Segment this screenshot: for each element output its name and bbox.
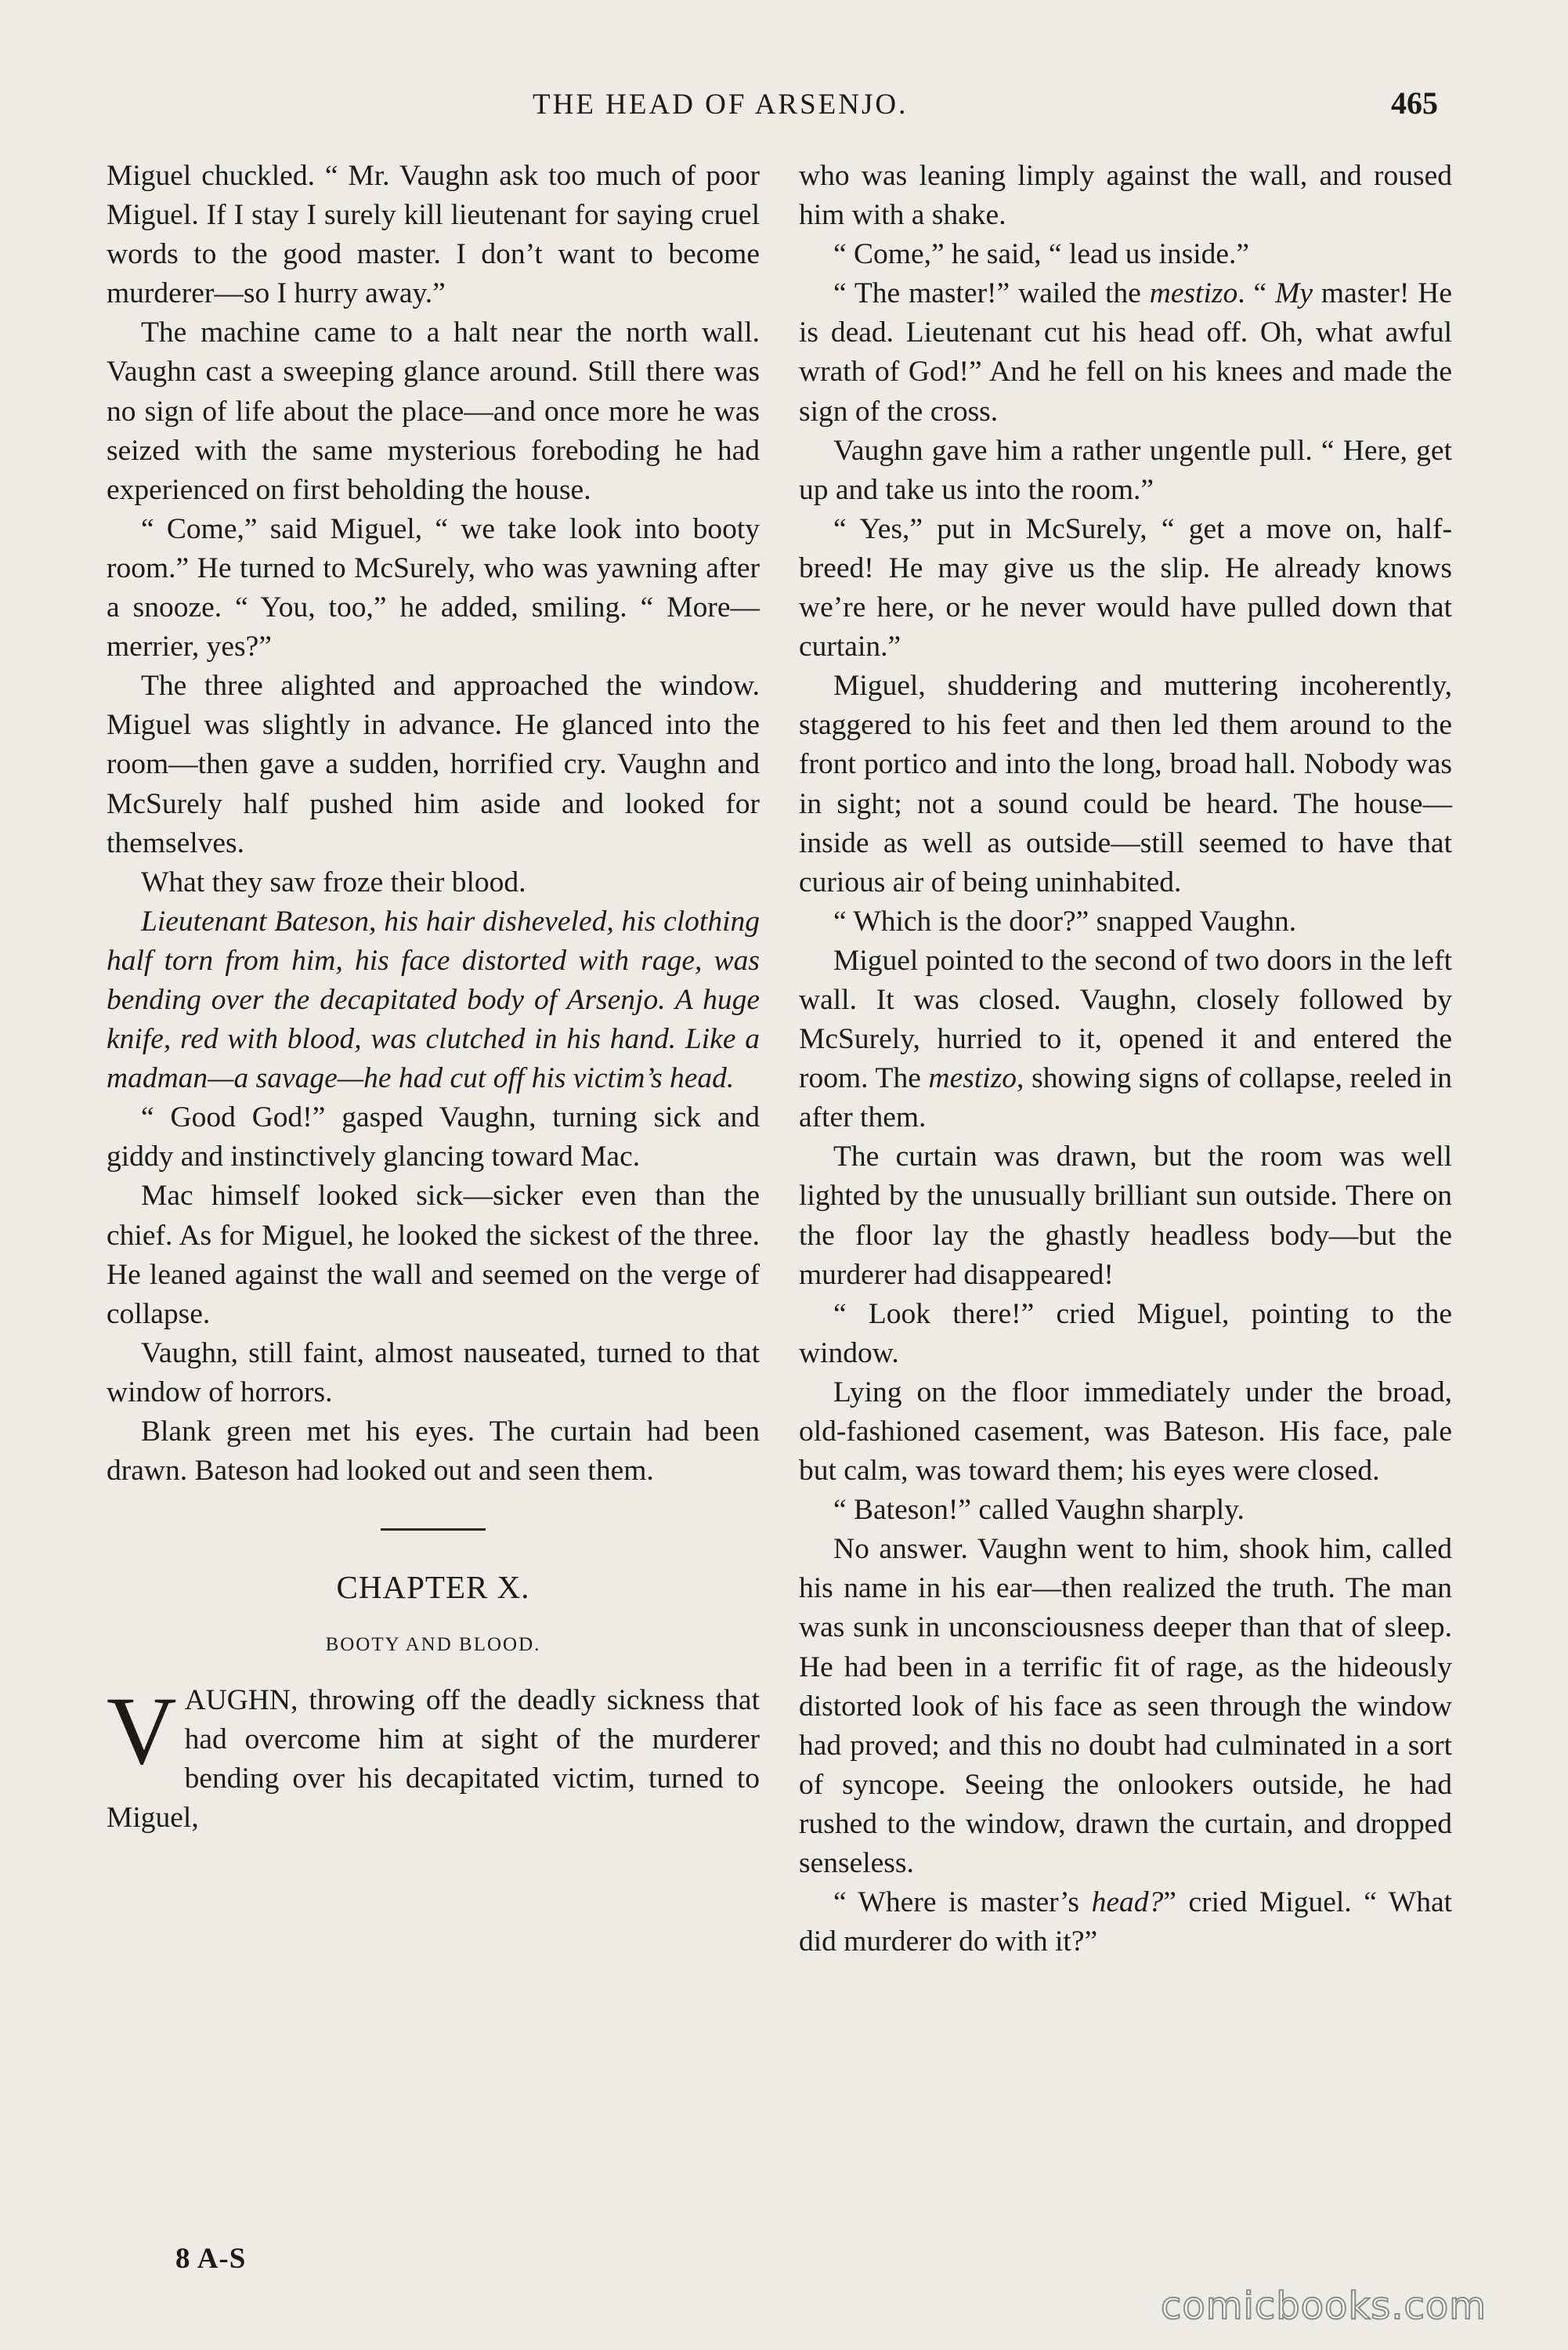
site-watermark: comicbooks.com <box>1161 2284 1487 2328</box>
paragraph: The machine came to a halt near the north wall. Vaughn cast a sweeping glance around. Still there was no sign of life about the place—and once more he was seized with the same mysterious foreboding he had experienced on first beholding the house. <box>107 316 760 506</box>
italic-paragraph: Lieutenant Bateson, his hair disheveled, his clothing half torn from him, his face distorted with rage, was bending over the decapitated body of Arsenjo. A huge knife, red with blood, was clutched in his hand. Like a madman—a savage—he had cut off his victim’s head. <box>107 905 760 1095</box>
opening-paragraph <box>107 1677 760 1838</box>
paragraph: Lying on the floor immediately under the broad, old-fashioned casement, was Bateson. His face, pale but calm, was toward them; his eyes were closed. <box>799 1376 1452 1488</box>
paragraph: The curtain was drawn, but the room was well lighted by the unusually brilliant sun outside. There on the floor lay the ghastly headless body—but the murderer had disappeared! <box>799 1141 1452 1291</box>
paragraph: Mac himself looked sick—sicker even than the chief. As for Miguel, he looked the sickest of the three. He leaned against the wall and seemed on the verge of collapse. <box>107 1180 760 1330</box>
paragraph: “ Where is master’s head?” cried Miguel. “ What did murderer do with it?” <box>799 1886 1453 1958</box>
paragraph: The three alighted and approached the window. Miguel was slightly in advance. He glanced into the room—then gave a sudden, horrified cry. Vaughn and McSurely half pushed him aside and looked for themselves. <box>107 670 760 859</box>
opening-paragraph-text: AUGHN, throwing off the deadly sickness that had overcome him at sight of the murderer bending over his decapitated victim, turned to Miguel, <box>107 1684 760 1835</box>
drop-cap: V <box>107 1677 177 1785</box>
section-divider <box>381 1528 486 1531</box>
paragraph: “ Come,” said Miguel, “ we take look into booty room.” He turned to McSurely, who was yawning after a snooze. “ You, too,” he added, smiling. “ More—merrier, yes?” <box>107 512 760 663</box>
paragraph: “ Look there!” cried Miguel, pointing to the window. <box>799 1297 1452 1369</box>
paragraph: Miguel chuckled. “ Mr. Vaughn ask too much of poor Miguel. If I stay I surely kill lieutenant for saying cruel words to the good master. I don’t want to become murderer—so I hurry away.” <box>107 160 760 310</box>
signature-mark: 8 A-S <box>175 2243 247 2275</box>
paragraph: Vaughn, still faint, almost nauseated, turned to that window of horrors. <box>107 1336 760 1408</box>
paragraph: Miguel pointed to the second of two doors in the left wall. It was closed. Vaughn, closely followed by McSurely, hurried to it, opened it and entered the room. The mestizo, showing signs of collapse, reeled in after them. <box>799 944 1453 1134</box>
paragraph: Miguel, shuddering and muttering incoherently, staggered to his feet and then led them around to the front portico and into the long, broad hall. Nobody was in sight; not a sound could be heard. The house—inside as well as outside—still seemed to have that curious air of being uninhabited. <box>799 670 1452 898</box>
running-head: THE HEAD OF ARSENJO. <box>533 89 909 121</box>
paragraph: “ Bateson!” called Vaughn sharply. <box>833 1494 1245 1527</box>
paragraph: “ Good God!” gasped Vaughn, turning sick and giddy and instinctively glancing toward Mac. <box>107 1101 760 1173</box>
paragraph: “ Come,” he said, “ lead us inside.” <box>833 238 1250 271</box>
paragraph: “ The master!” wailed the mestizo. “ My master! He is dead. Lieutenant cut his head off. Oh, what awful wrath of God!” And he fell on his knees and made the sign of the cross. <box>799 277 1452 428</box>
chapter-subtitle: BOOTY AND BLOOD. <box>325 1634 541 1656</box>
chapter-title: CHAPTER X. <box>336 1569 530 1606</box>
paragraph: “ Yes,” put in McSurely, “ get a move on, half-breed! He may give us the slip. He already knows we’re here, or he never would have pulled down that curtain.” <box>799 512 1452 663</box>
paragraph: Vaughn gave him a rather ungentle pull. “ Here, get up and take us into the room.” <box>799 434 1452 506</box>
paragraph: Blank green met his eyes. The curtain had been drawn. Bateson had looked out and seen them. <box>107 1415 760 1488</box>
paragraph: “ Which is the door?” snapped Vaughn. <box>833 905 1297 938</box>
paragraph: No answer. Vaughn went to him, shook him, called his name in his ear—then realized the truth. The man was sunk in unconsciousness deeper than that of sleep. He had been in a terrific fit of rage, as the hideously distorted look of his face as seen through the window had proved; and this no doubt had culminated in a sort of syncope. Seeing the onlookers outside, he had rushed to the window, drawn the curtain, and dropped senseless. <box>799 1533 1452 1880</box>
page-number: 465 <box>1391 85 1438 121</box>
paragraph: who was leaning limply against the wall, and roused him with a shake. <box>799 160 1452 232</box>
right-column <box>799 157 1452 1961</box>
left-column <box>107 157 760 1838</box>
paragraph: What they saw froze their blood. <box>141 866 526 898</box>
